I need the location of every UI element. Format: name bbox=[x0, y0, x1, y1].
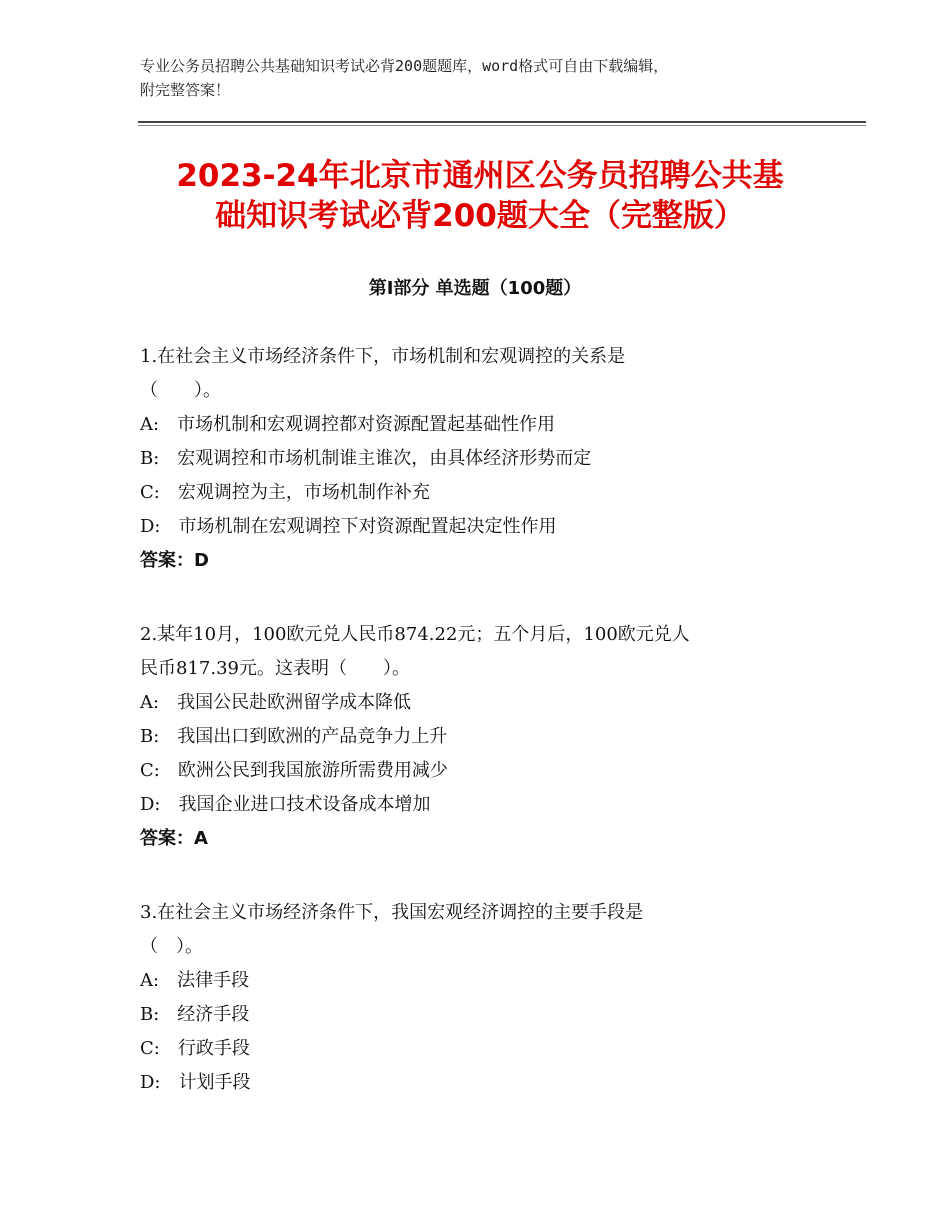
question-stem-line: 民币817.39元。这表明（ ）。 bbox=[140, 658, 410, 679]
answer: 答案：D bbox=[140, 550, 209, 571]
header-note-line-1: 专业公务员招聘公共基础知识考试必背200题题库，word格式可自由下载编辑， bbox=[140, 57, 669, 75]
option-b: B: 宏观调控和市场机制谁主谁次，由具体经济形势而定 bbox=[140, 448, 592, 469]
option-d: D: 市场机制在宏观调控下对资源配置起决定性作用 bbox=[140, 516, 557, 537]
question-stem-line: 1.在社会主义市场经济条件下，市场机制和宏观调控的关系是 bbox=[140, 346, 626, 367]
header-rule-thick bbox=[138, 121, 866, 123]
question-3 bbox=[140, 896, 810, 1100]
question-2 bbox=[140, 618, 810, 856]
document-title-line-1: 2023-24年北京市通州区公务员招聘公共基 bbox=[176, 158, 784, 194]
question-stem-line: （ ）。 bbox=[140, 936, 203, 957]
option-b: B: 我国出口到欧洲的产品竞争力上升 bbox=[140, 726, 448, 747]
question-stem-line: （ ）。 bbox=[140, 380, 221, 401]
section-title: 第Ⅰ部分 单选题（100题） bbox=[368, 278, 582, 299]
document-title-line-2: 础知识考试必背200题大全（完整版） bbox=[215, 198, 745, 234]
option-a: A: 法律手段 bbox=[140, 970, 250, 991]
question-list bbox=[140, 340, 810, 1140]
option-c: C: 欧洲公民到我国旅游所需费用减少 bbox=[140, 760, 448, 781]
answer: 答案：A bbox=[140, 828, 208, 849]
option-d: D: 计划手段 bbox=[140, 1072, 251, 1093]
option-b: B: 经济手段 bbox=[140, 1004, 250, 1025]
header-rule-thin bbox=[138, 125, 866, 126]
question-stem-line: 3.在社会主义市场经济条件下，我国宏观经济调控的主要手段是 bbox=[140, 902, 644, 923]
question-stem bbox=[140, 618, 810, 686]
option-d: D: 我国企业进口技术设备成本增加 bbox=[140, 794, 431, 815]
option-c: C: 宏观调控为主，市场机制作补充 bbox=[140, 482, 430, 503]
option-c: C: 行政手段 bbox=[140, 1038, 250, 1059]
question-1 bbox=[140, 340, 810, 578]
question-stem bbox=[140, 896, 810, 964]
question-stem bbox=[140, 340, 810, 408]
question-stem-line: 2.某年10月，100欧元兑人民币874.22元；五个月后，100欧元兑人 bbox=[140, 624, 690, 645]
document-title bbox=[100, 156, 860, 236]
header-note bbox=[140, 54, 840, 102]
option-a: A: 市场机制和宏观调控都对资源配置起基础性作用 bbox=[140, 414, 556, 435]
header-note-line-2: 附完整答案！ bbox=[140, 81, 231, 99]
option-a: A: 我国公民赴欧洲留学成本降低 bbox=[140, 692, 412, 713]
